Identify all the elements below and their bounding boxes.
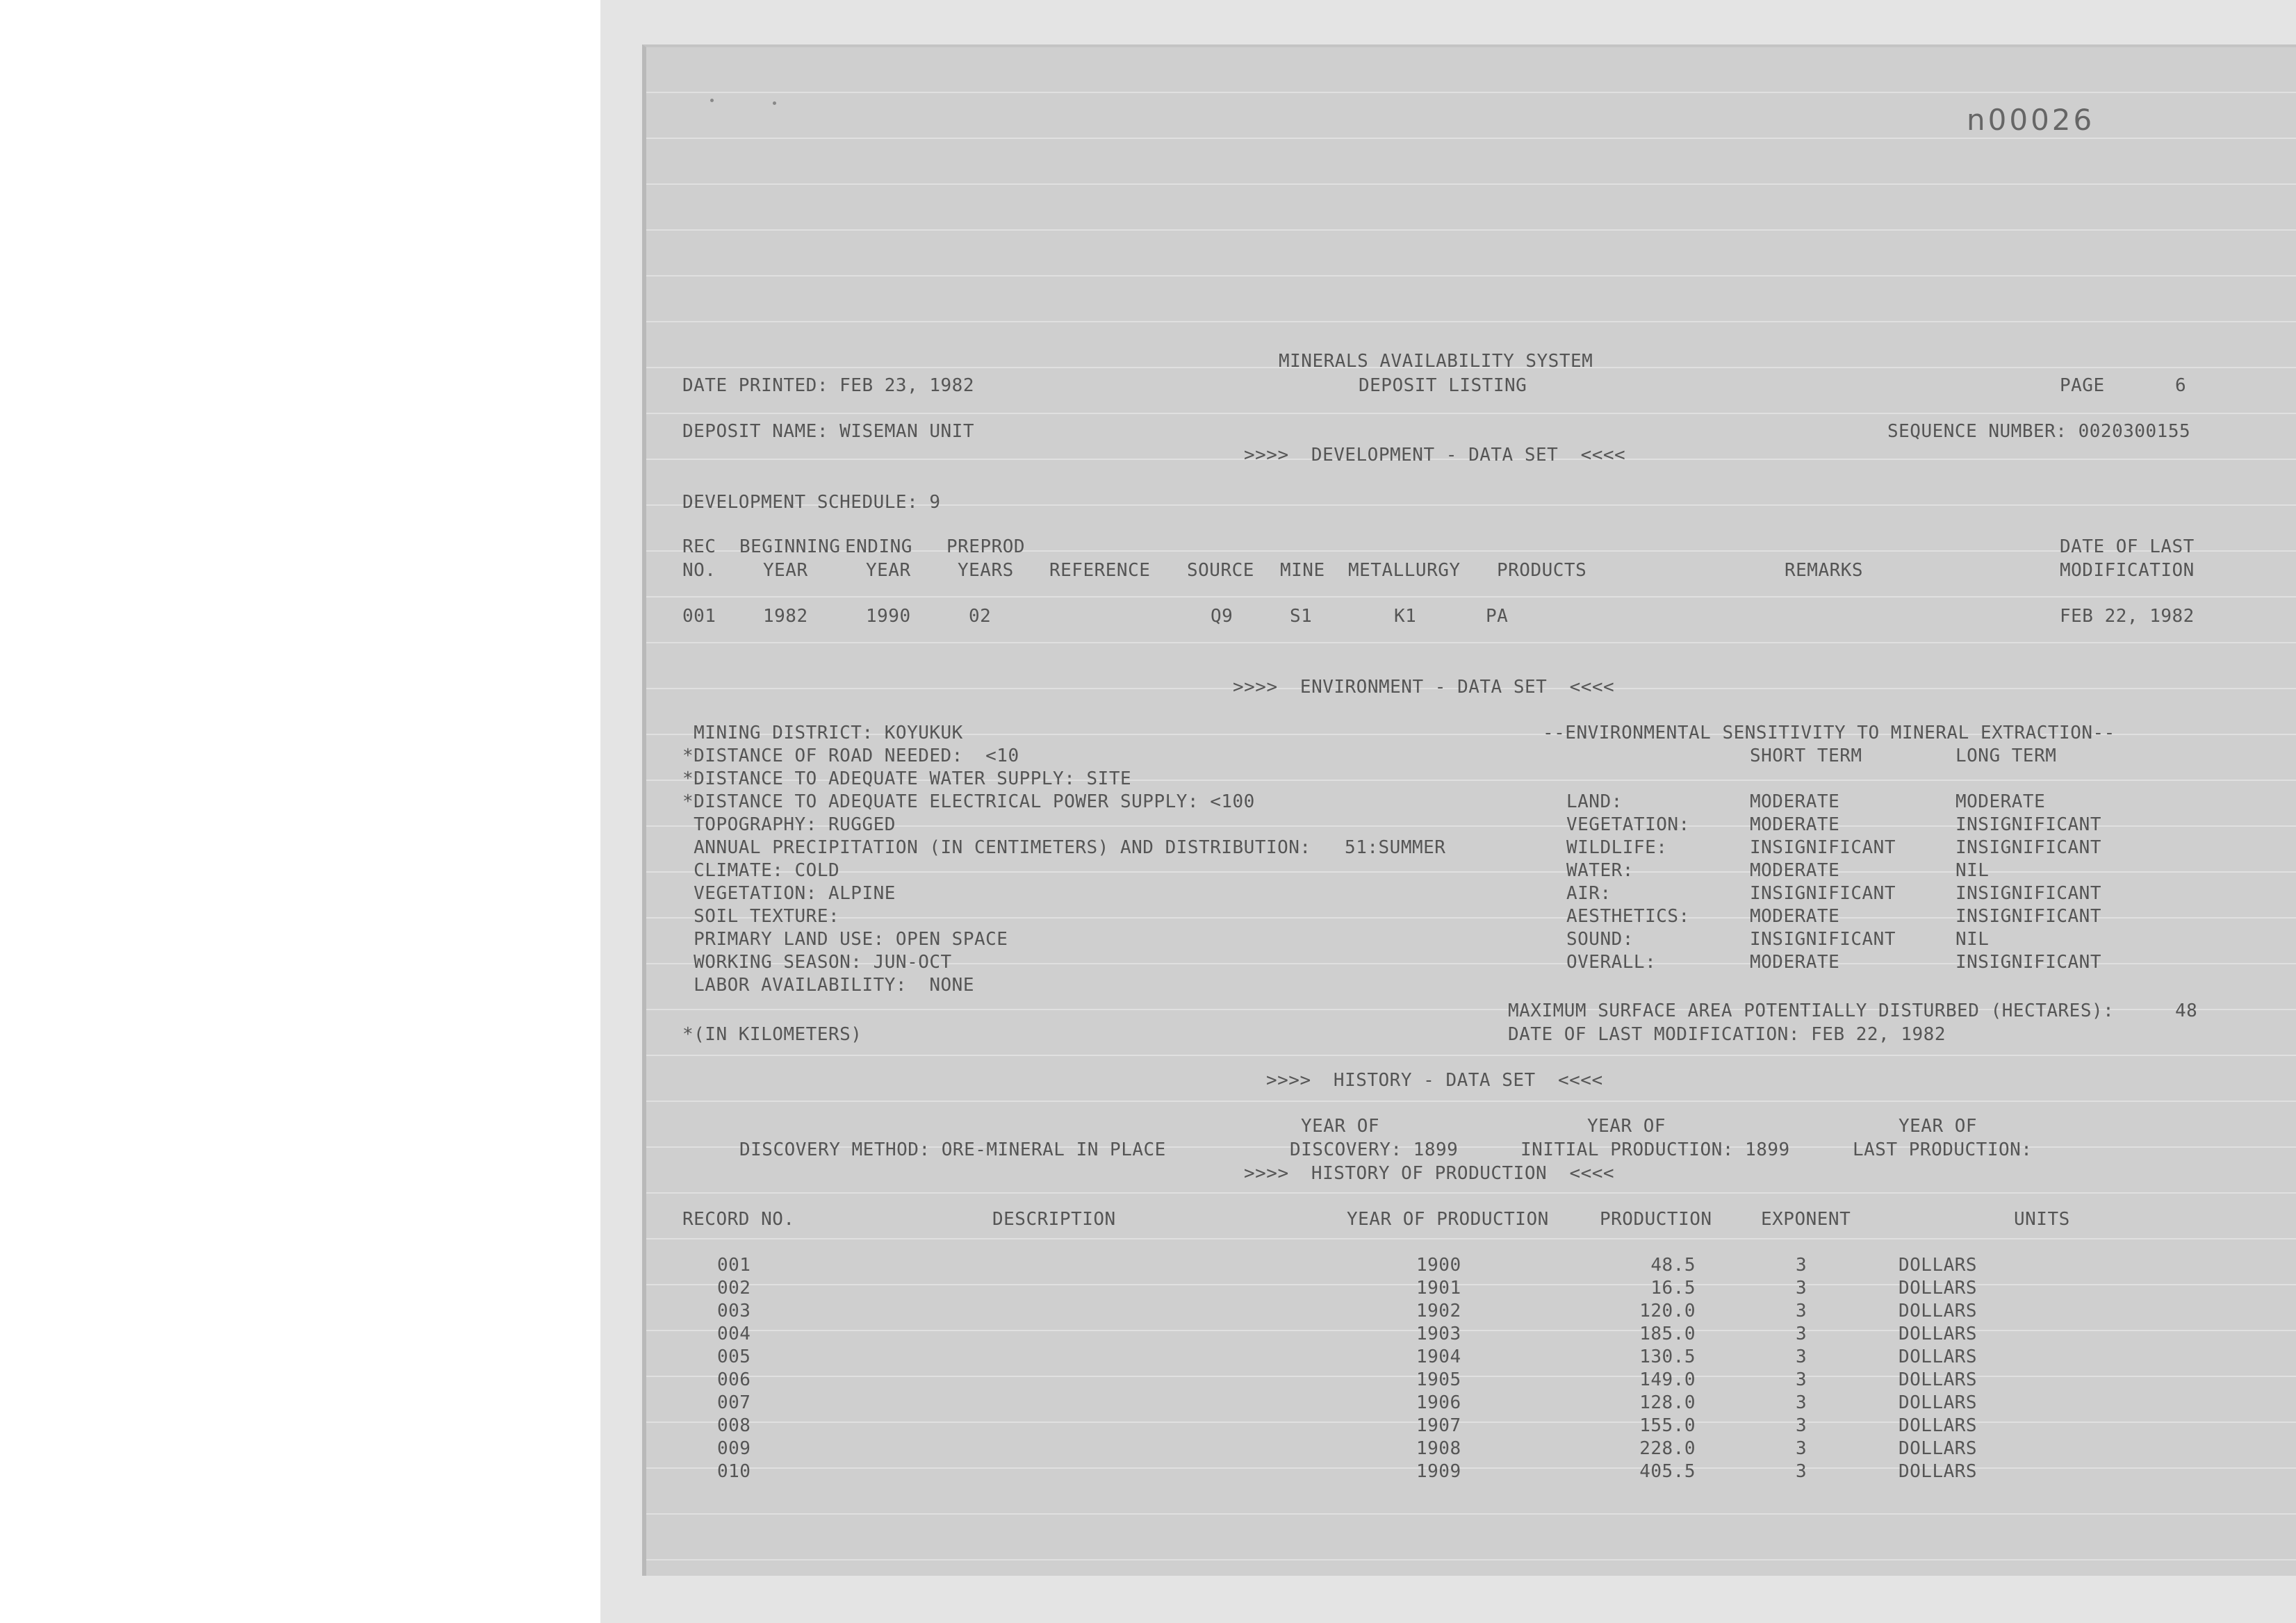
rec-cell: 007 (717, 1392, 751, 1413)
development-schedule: DEVELOPMENT SCHEDULE: 9 (682, 492, 941, 513)
exponent-cell: 3 (1796, 1324, 1807, 1344)
col-source: SOURCE (1187, 560, 1254, 581)
exponent-cell: 3 (1796, 1415, 1807, 1436)
dev-modified: FEB 22, 1982 (2060, 606, 2195, 627)
dev-source: Q9 (1211, 606, 1233, 627)
max-area-label: MAXIMUM SURFACE AREA POTENTIALLY DISTURBED (HECTARES): (1508, 1000, 2115, 1021)
development-section-title: >>>> DEVELOPMENT - DATA SET <<<< (1244, 445, 1626, 466)
col-record-no: RECORD NO. (682, 1209, 795, 1230)
env-line: WORKING SEASON: JUN-OCT (682, 952, 952, 973)
year-cell: 1903 (1416, 1324, 1461, 1344)
sensitivity-title: --ENVIRONMENTAL SENSITIVITY TO MINERAL EXTRACTION-- (1543, 723, 2115, 743)
production-cell: 155.0 (1639, 1415, 1696, 1436)
km-note: *(IN KILOMETERS) (682, 1024, 862, 1045)
short-term-header: SHORT TERM (1750, 745, 1862, 766)
production-section-title: >>>> HISTORY OF PRODUCTION <<<< (1244, 1163, 1615, 1184)
exponent-cell: 3 (1796, 1301, 1807, 1321)
env-line: TOPOGRAPHY: RUGGED (682, 814, 896, 835)
units-cell: DOLLARS (1899, 1255, 1978, 1276)
col-reference: REFERENCE (1049, 560, 1151, 581)
exponent-cell: 3 (1796, 1438, 1807, 1459)
env-line: CLIMATE: COLD (682, 860, 840, 881)
long-term-header: LONG TERM (1955, 745, 2057, 766)
col-mine: MINE (1280, 560, 1325, 581)
units-cell: DOLLARS (1899, 1278, 1978, 1299)
history-section-title: >>>> HISTORY - DATA SET <<<< (1266, 1070, 1603, 1091)
year-cell: 1908 (1416, 1438, 1461, 1459)
sens-short: MODERATE (1750, 791, 1840, 812)
dev-end: 1990 (866, 606, 911, 627)
sens-factor: WATER: (1566, 860, 1634, 881)
sequence-number: SEQUENCE NUMBER: 0020300155 (1887, 421, 2191, 442)
listing-title: DEPOSIT LISTING (1359, 375, 1527, 396)
year-cell: 1904 (1416, 1346, 1461, 1367)
col-exponent: EXPONENT (1761, 1209, 1851, 1230)
year-cell: 1909 (1416, 1461, 1461, 1482)
exponent-cell: 3 (1796, 1346, 1807, 1367)
units-cell: DOLLARS (1899, 1415, 1978, 1436)
environment-section-title: >>>> ENVIRONMENT - DATA SET <<<< (1233, 677, 1615, 698)
handwritten-stamp: n00026 (1967, 103, 2095, 137)
rec-cell: 004 (717, 1324, 751, 1344)
sens-long: MODERATE (1955, 791, 2046, 812)
dev-begin: 1982 (763, 606, 808, 627)
col-description: DESCRIPTION (992, 1209, 1116, 1230)
rec-cell: 008 (717, 1415, 751, 1436)
col-ending: ENDING (845, 536, 912, 557)
dev-products: PA (1486, 606, 1509, 627)
date-printed: DATE PRINTED: FEB 23, 1982 (682, 375, 974, 396)
col-preprod: PREPROD (946, 536, 1026, 557)
production-cell: 128.0 (1639, 1392, 1696, 1413)
rec-cell: 009 (717, 1438, 751, 1459)
sens-long: INSIGNIFICANT (1955, 814, 2101, 835)
sens-factor: AIR: (1566, 883, 1612, 904)
env-line: *DISTANCE TO ADEQUATE WATER SUPPLY: SITE (682, 768, 1132, 789)
year-cell: 1902 (1416, 1301, 1461, 1321)
production-cell: 185.0 (1639, 1324, 1696, 1344)
units-cell: DOLLARS (1899, 1346, 1978, 1367)
rec-cell: 003 (717, 1301, 751, 1321)
rec-cell: 010 (717, 1461, 751, 1482)
production-cell: 149.0 (1639, 1369, 1696, 1390)
sens-factor: WILDLIFE: (1566, 837, 1668, 858)
env-line: *DISTANCE OF ROAD NEEDED: <10 (682, 745, 1019, 766)
max-area-value: 48 (2175, 1000, 2198, 1021)
sens-short: MODERATE (1750, 952, 1840, 973)
production-cell: 16.5 (1650, 1278, 1696, 1299)
sens-factor: LAND: (1566, 791, 1623, 812)
env-line: ANNUAL PRECIPITATION (IN CENTIMETERS) AND DISTRIBUTION: 51:SUMMER (682, 837, 1446, 858)
env-line: LABOR AVAILABILITY: NONE (682, 975, 974, 996)
sens-long: INSIGNIFICANT (1955, 883, 2101, 904)
year-of-discovery-label: YEAR OF (1301, 1116, 1380, 1137)
sens-short: MODERATE (1750, 814, 1840, 835)
units-cell: DOLLARS (1899, 1369, 1978, 1390)
sens-long: INSIGNIFICANT (1955, 837, 2101, 858)
production-cell: 48.5 (1650, 1255, 1696, 1276)
col-rec: REC (682, 536, 716, 557)
year-cell: 1900 (1416, 1255, 1461, 1276)
discovery-method: DISCOVERY METHOD: ORE-MINERAL IN PLACE (739, 1139, 1166, 1160)
sens-factor: SOUND: (1566, 929, 1634, 950)
env-last-modification: DATE OF LAST MODIFICATION: FEB 22, 1982 (1508, 1024, 1946, 1045)
page-label: PAGE (2060, 375, 2105, 396)
year-cell: 1906 (1416, 1392, 1461, 1413)
dev-rec: 001 (682, 606, 716, 627)
col-beginning: BEGINNING (739, 536, 841, 557)
col-products: PRODUCTS (1497, 560, 1587, 581)
col-rec-no: NO. (682, 560, 716, 581)
col-production: PRODUCTION (1600, 1209, 1712, 1230)
year-cell: 1901 (1416, 1278, 1461, 1299)
sens-long: NIL (1955, 860, 1990, 881)
sens-factor: VEGETATION: (1566, 814, 1690, 835)
year-cell: 1905 (1416, 1369, 1461, 1390)
env-line: PRIMARY LAND USE: OPEN SPACE (682, 929, 1008, 950)
env-line: VEGETATION: ALPINE (682, 883, 896, 904)
units-cell: DOLLARS (1899, 1438, 1978, 1459)
initial-production: INITIAL PRODUCTION: 1899 (1520, 1139, 1790, 1160)
sens-short: INSIGNIFICANT (1750, 883, 1896, 904)
dev-metallurgy: K1 (1394, 606, 1417, 627)
rec-cell: 002 (717, 1278, 751, 1299)
year-cell: 1907 (1416, 1415, 1461, 1436)
env-line: SOIL TEXTURE: (682, 906, 840, 927)
col-year-of-production: YEAR OF PRODUCTION (1347, 1209, 1549, 1230)
deposit-name: DEPOSIT NAME: WISEMAN UNIT (682, 421, 974, 442)
col-modification: MODIFICATION (2060, 560, 2195, 581)
discovery-year: DISCOVERY: 1899 (1290, 1139, 1459, 1160)
sens-short: INSIGNIFICANT (1750, 837, 1896, 858)
exponent-cell: 3 (1796, 1278, 1807, 1299)
units-cell: DOLLARS (1899, 1301, 1978, 1321)
sens-short: INSIGNIFICANT (1750, 929, 1896, 950)
production-cell: 405.5 (1639, 1461, 1696, 1482)
sens-long: NIL (1955, 929, 1990, 950)
units-cell: DOLLARS (1899, 1392, 1978, 1413)
col-beginning-year: YEAR (763, 560, 808, 581)
rec-cell: 006 (717, 1369, 751, 1390)
speck (773, 101, 776, 105)
col-preprod-years: YEARS (958, 560, 1014, 581)
units-cell: DOLLARS (1899, 1324, 1978, 1344)
sens-short: MODERATE (1750, 860, 1840, 881)
rec-cell: 005 (717, 1346, 751, 1367)
year-of-initial-label: YEAR OF (1587, 1116, 1666, 1137)
sens-long: INSIGNIFICANT (1955, 906, 2101, 927)
col-remarks: REMARKS (1785, 560, 1864, 581)
units-cell: DOLLARS (1899, 1461, 1978, 1482)
speck (710, 99, 714, 102)
col-metallurgy: METALLURGY (1348, 560, 1461, 581)
system-title: MINERALS AVAILABILITY SYSTEM (1279, 351, 1593, 372)
dev-mine: S1 (1290, 606, 1313, 627)
exponent-cell: 3 (1796, 1461, 1807, 1482)
exponent-cell: 3 (1796, 1369, 1807, 1390)
exponent-cell: 3 (1796, 1392, 1807, 1413)
sens-factor: AESTHETICS: (1566, 906, 1690, 927)
exponent-cell: 3 (1796, 1255, 1807, 1276)
env-line: *DISTANCE TO ADEQUATE ELECTRICAL POWER SUPPLY: <100 (682, 791, 1255, 812)
year-of-last-label: YEAR OF (1899, 1116, 1978, 1137)
production-cell: 130.5 (1639, 1346, 1696, 1367)
env-line: MINING DISTRICT: KOYUKUK (682, 723, 963, 743)
page-number: 6 (2175, 375, 2187, 396)
last-production: LAST PRODUCTION: (1853, 1139, 2033, 1160)
sens-long: INSIGNIFICANT (1955, 952, 2101, 973)
production-cell: 228.0 (1639, 1438, 1696, 1459)
col-units: UNITS (2014, 1209, 2070, 1230)
col-ending-year: YEAR (866, 560, 911, 581)
col-date-of-last: DATE OF LAST (2060, 536, 2195, 557)
sens-factor: OVERALL: (1566, 952, 1657, 973)
dev-preprod: 02 (969, 606, 992, 627)
production-cell: 120.0 (1639, 1301, 1696, 1321)
rec-cell: 001 (717, 1255, 751, 1276)
sens-short: MODERATE (1750, 906, 1840, 927)
